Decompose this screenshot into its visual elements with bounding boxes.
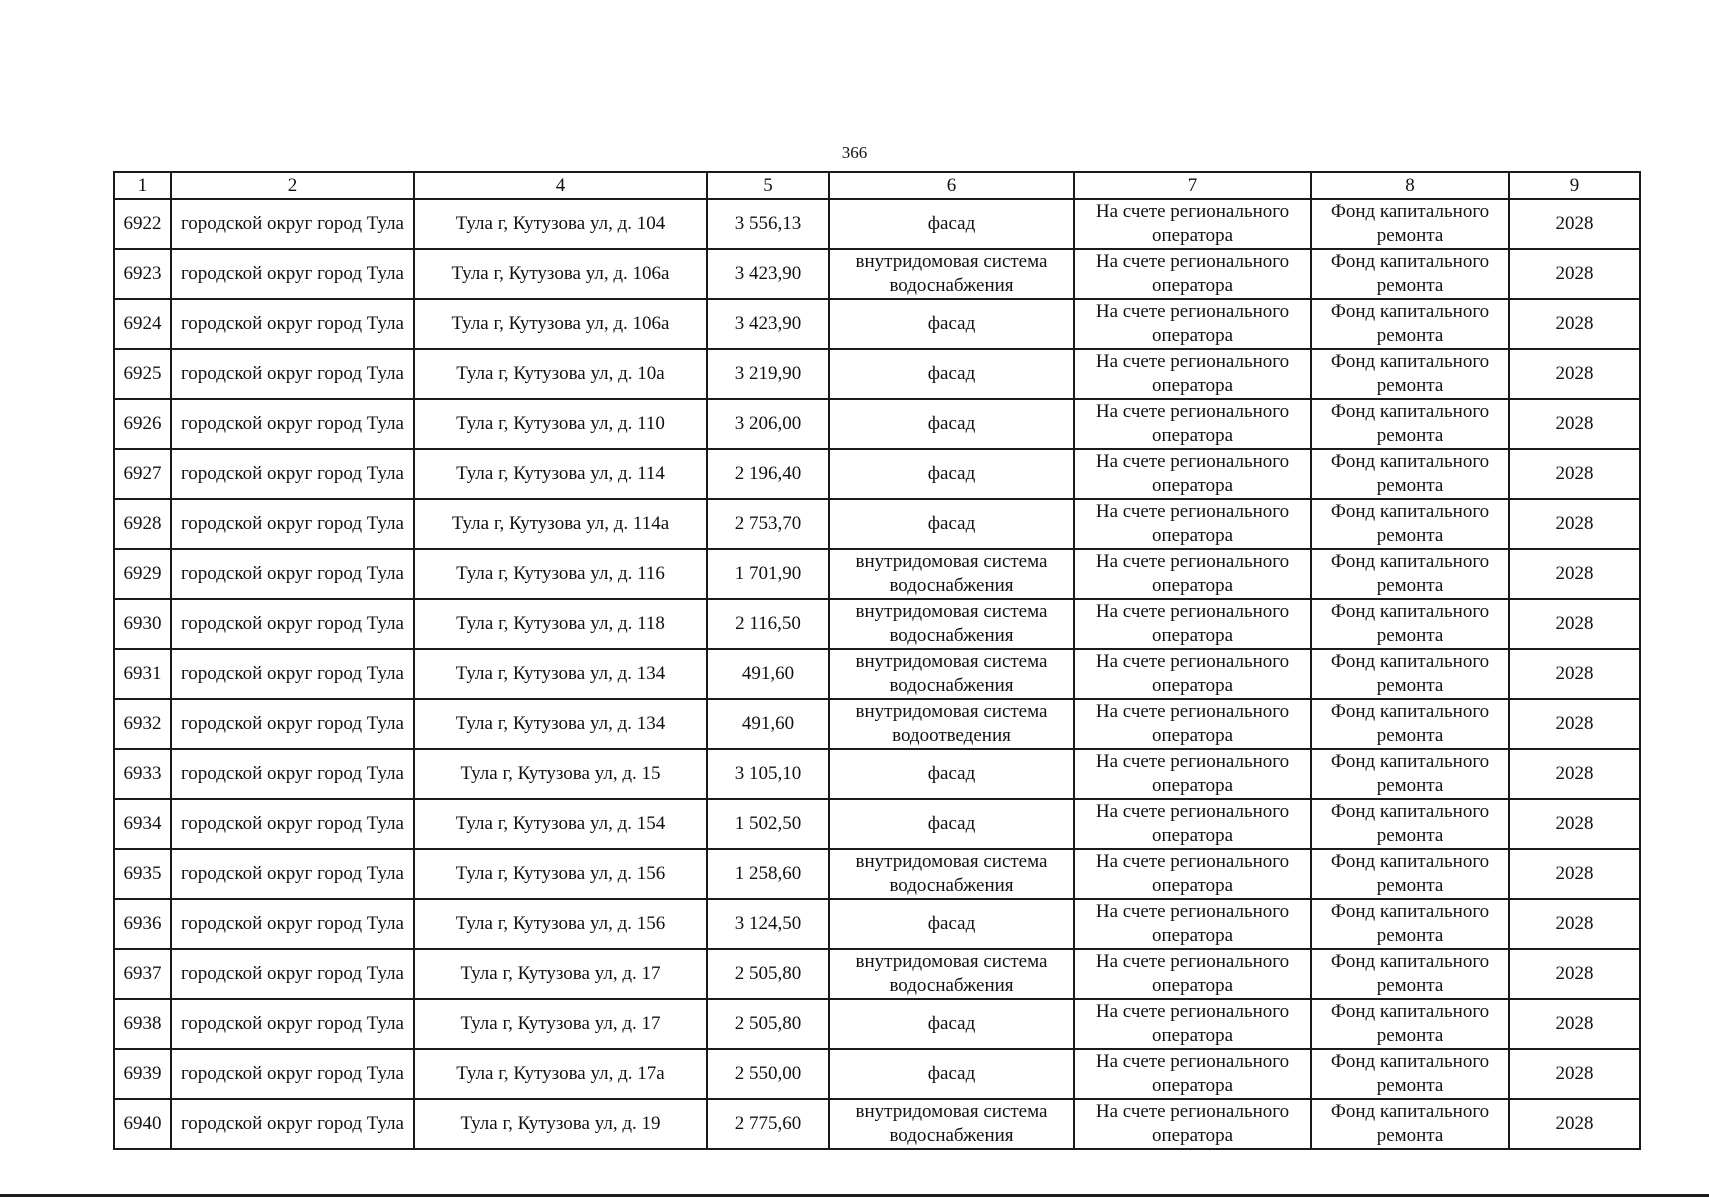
area-cell: 1 258,60 — [707, 849, 829, 899]
column-header: 8 — [1311, 172, 1509, 199]
fund-account-cell: На счете регионального оператора — [1074, 549, 1311, 599]
work-type-cell: фасад — [829, 499, 1074, 549]
area-cell: 2 505,80 — [707, 999, 829, 1049]
work-type-cell: фасад — [829, 999, 1074, 1049]
funding-source-cell: Фонд капитального ремонта — [1311, 899, 1509, 949]
fund-account-cell: На счете регионального оператора — [1074, 999, 1311, 1049]
work-type-cell: внутридомовая система водоснабжения — [829, 549, 1074, 599]
municipality-cell: городской округ город Тула — [171, 999, 414, 1049]
fund-account-cell: На счете регионального оператора — [1074, 599, 1311, 649]
year-cell: 2028 — [1509, 249, 1640, 299]
row-number-cell: 6933 — [114, 749, 171, 799]
address-cell: Тула г, Кутузова ул, д. 17 — [414, 949, 707, 999]
year-cell: 2028 — [1509, 999, 1640, 1049]
funding-source-cell: Фонд капитального ремонта — [1311, 299, 1509, 349]
area-cell: 3 206,00 — [707, 399, 829, 449]
municipality-cell: городской округ город Тула — [171, 949, 414, 999]
row-number-cell: 6937 — [114, 949, 171, 999]
funding-source-cell: Фонд капитального ремонта — [1311, 499, 1509, 549]
funding-source-cell: Фонд капитального ремонта — [1311, 849, 1509, 899]
row-number-cell: 6929 — [114, 549, 171, 599]
municipality-cell: городской округ город Тула — [171, 399, 414, 449]
table-row — [114, 499, 1640, 549]
table-row — [114, 1099, 1640, 1149]
year-cell: 2028 — [1509, 349, 1640, 399]
fund-account-cell: На счете регионального оператора — [1074, 649, 1311, 699]
row-number-cell: 6936 — [114, 899, 171, 949]
fund-account-cell: На счете регионального оператора — [1074, 499, 1311, 549]
area-cell: 3 556,13 — [707, 199, 829, 249]
row-number-cell: 6931 — [114, 649, 171, 699]
municipality-cell: городской округ город Тула — [171, 249, 414, 299]
table-row — [114, 699, 1640, 749]
work-type-cell: фасад — [829, 1049, 1074, 1099]
year-cell: 2028 — [1509, 299, 1640, 349]
table-row — [114, 899, 1640, 949]
area-cell: 2 753,70 — [707, 499, 829, 549]
fund-account-cell: На счете регионального оператора — [1074, 449, 1311, 499]
work-type-cell: внутридомовая система водоснабжения — [829, 949, 1074, 999]
table-header — [114, 172, 1640, 199]
fund-account-cell: На счете регионального оператора — [1074, 199, 1311, 249]
row-number-cell: 6926 — [114, 399, 171, 449]
table-body — [114, 199, 1640, 1149]
column-header: 2 — [171, 172, 414, 199]
fund-account-cell: На счете регионального оператора — [1074, 1049, 1311, 1099]
work-type-cell: внутридомовая система водоснабжения — [829, 249, 1074, 299]
municipality-cell: городской округ город Тула — [171, 849, 414, 899]
fund-account-cell: На счете регионального оператора — [1074, 249, 1311, 299]
year-cell: 2028 — [1509, 1049, 1640, 1099]
municipality-cell: городской округ город Тула — [171, 499, 414, 549]
municipality-cell: городской округ город Тула — [171, 199, 414, 249]
funding-source-cell: Фонд капитального ремонта — [1311, 799, 1509, 849]
fund-account-cell: На счете регионального оператора — [1074, 699, 1311, 749]
row-number-cell: 6925 — [114, 349, 171, 399]
year-cell: 2028 — [1509, 949, 1640, 999]
work-type-cell: фасад — [829, 199, 1074, 249]
area-cell: 1 701,90 — [707, 549, 829, 599]
funding-source-cell: Фонд капитального ремонта — [1311, 999, 1509, 1049]
fund-account-cell: На счете регионального оператора — [1074, 399, 1311, 449]
funding-source-cell: Фонд капитального ремонта — [1311, 1049, 1509, 1099]
funding-source-cell: Фонд капитального ремонта — [1311, 199, 1509, 249]
municipality-cell: городской округ город Тула — [171, 699, 414, 749]
table-row — [114, 999, 1640, 1049]
row-number-cell: 6934 — [114, 799, 171, 849]
row-number-cell: 6938 — [114, 999, 171, 1049]
table-row — [114, 399, 1640, 449]
row-number-cell: 6928 — [114, 499, 171, 549]
work-type-cell: внутридомовая система водоснабжения — [829, 1099, 1074, 1149]
address-cell: Тула г, Кутузова ул, д. 15 — [414, 749, 707, 799]
address-cell: Тула г, Кутузова ул, д. 104 — [414, 199, 707, 249]
column-header: 1 — [114, 172, 171, 199]
work-type-cell: внутридомовая система водоснабжения — [829, 849, 1074, 899]
municipality-cell: городской округ город Тула — [171, 649, 414, 699]
area-cell: 3 423,90 — [707, 249, 829, 299]
table-row — [114, 649, 1640, 699]
area-cell: 491,60 — [707, 699, 829, 749]
area-cell: 1 502,50 — [707, 799, 829, 849]
municipality-cell: городской округ город Тула — [171, 299, 414, 349]
area-cell: 2 775,60 — [707, 1099, 829, 1149]
header-row — [114, 172, 1640, 199]
address-cell: Тула г, Кутузова ул, д. 156 — [414, 899, 707, 949]
work-type-cell: внутридомовая система водоотведения — [829, 699, 1074, 749]
year-cell: 2028 — [1509, 849, 1640, 899]
table-row — [114, 799, 1640, 849]
bottom-rule — [0, 1194, 1709, 1197]
table-row — [114, 349, 1640, 399]
fund-account-cell: На счете регионального оператора — [1074, 949, 1311, 999]
year-cell: 2028 — [1509, 749, 1640, 799]
municipality-cell: городской округ город Тула — [171, 1099, 414, 1149]
funding-source-cell: Фонд капитального ремонта — [1311, 699, 1509, 749]
column-header: 5 — [707, 172, 829, 199]
year-cell: 2028 — [1509, 449, 1640, 499]
funding-source-cell: Фонд капитального ремонта — [1311, 649, 1509, 699]
work-type-cell: фасад — [829, 349, 1074, 399]
capital-repair-table — [113, 171, 1641, 1150]
row-number-cell: 6923 — [114, 249, 171, 299]
table-row — [114, 1049, 1640, 1099]
work-type-cell: внутридомовая система водоснабжения — [829, 599, 1074, 649]
year-cell: 2028 — [1509, 399, 1640, 449]
table-row — [114, 749, 1640, 799]
table-row — [114, 599, 1640, 649]
address-cell: Тула г, Кутузова ул, д. 154 — [414, 799, 707, 849]
funding-source-cell: Фонд капитального ремонта — [1311, 249, 1509, 299]
year-cell: 2028 — [1509, 549, 1640, 599]
column-header: 9 — [1509, 172, 1640, 199]
funding-source-cell: Фонд капитального ремонта — [1311, 349, 1509, 399]
address-cell: Тула г, Кутузова ул, д. 134 — [414, 649, 707, 699]
municipality-cell: городской округ город Тула — [171, 549, 414, 599]
area-cell: 491,60 — [707, 649, 829, 699]
table-row — [114, 949, 1640, 999]
funding-source-cell: Фонд капитального ремонта — [1311, 599, 1509, 649]
area-cell: 3 423,90 — [707, 299, 829, 349]
address-cell: Тула г, Кутузова ул, д. 118 — [414, 599, 707, 649]
municipality-cell: городской округ город Тула — [171, 599, 414, 649]
row-number-cell: 6935 — [114, 849, 171, 899]
address-cell: Тула г, Кутузова ул, д. 17 — [414, 999, 707, 1049]
address-cell: Тула г, Кутузова ул, д. 114 — [414, 449, 707, 499]
table-row — [114, 299, 1640, 349]
fund-account-cell: На счете регионального оператора — [1074, 899, 1311, 949]
funding-source-cell: Фонд капитального ремонта — [1311, 949, 1509, 999]
fund-account-cell: На счете регионального оператора — [1074, 749, 1311, 799]
address-cell: Тула г, Кутузова ул, д. 19 — [414, 1099, 707, 1149]
fund-account-cell: На счете регионального оператора — [1074, 349, 1311, 399]
column-header: 4 — [414, 172, 707, 199]
funding-source-cell: Фонд капитального ремонта — [1311, 399, 1509, 449]
work-type-cell: фасад — [829, 299, 1074, 349]
year-cell: 2028 — [1509, 499, 1640, 549]
fund-account-cell: На счете регионального оператора — [1074, 799, 1311, 849]
municipality-cell: городской округ город Тула — [171, 1049, 414, 1099]
funding-source-cell: Фонд капитального ремонта — [1311, 449, 1509, 499]
row-number-cell: 6932 — [114, 699, 171, 749]
work-type-cell: фасад — [829, 899, 1074, 949]
work-type-cell: фасад — [829, 799, 1074, 849]
address-cell: Тула г, Кутузова ул, д. 10а — [414, 349, 707, 399]
year-cell: 2028 — [1509, 699, 1640, 749]
year-cell: 2028 — [1509, 649, 1640, 699]
area-cell: 2 550,00 — [707, 1049, 829, 1099]
address-cell: Тула г, Кутузова ул, д. 106а — [414, 299, 707, 349]
page-number: 366 — [841, 143, 868, 162]
address-cell: Тула г, Кутузова ул, д. 116 — [414, 549, 707, 599]
address-cell: Тула г, Кутузова ул, д. 106а — [414, 249, 707, 299]
area-cell: 3 219,90 — [707, 349, 829, 399]
funding-source-cell: Фонд капитального ремонта — [1311, 1099, 1509, 1149]
work-type-cell: фасад — [829, 749, 1074, 799]
year-cell: 2028 — [1509, 599, 1640, 649]
table-row — [114, 849, 1640, 899]
table-row — [114, 199, 1640, 249]
municipality-cell: городской округ город Тула — [171, 799, 414, 849]
address-cell: Тула г, Кутузова ул, д. 110 — [414, 399, 707, 449]
address-cell: Тула г, Кутузова ул, д. 17а — [414, 1049, 707, 1099]
fund-account-cell: На счете регионального оператора — [1074, 299, 1311, 349]
area-cell: 3 124,50 — [707, 899, 829, 949]
row-number-cell: 6930 — [114, 599, 171, 649]
area-cell: 2 505,80 — [707, 949, 829, 999]
work-type-cell: фасад — [829, 449, 1074, 499]
table-row — [114, 449, 1640, 499]
work-type-cell: внутридомовая система водоснабжения — [829, 649, 1074, 699]
year-cell: 2028 — [1509, 899, 1640, 949]
municipality-cell: городской округ город Тула — [171, 899, 414, 949]
row-number-cell: 6924 — [114, 299, 171, 349]
fund-account-cell: На счете регионального оператора — [1074, 1099, 1311, 1149]
row-number-cell: 6922 — [114, 199, 171, 249]
fund-account-cell: На счете регионального оператора — [1074, 849, 1311, 899]
municipality-cell: городской округ город Тула — [171, 749, 414, 799]
column-header: 7 — [1074, 172, 1311, 199]
row-number-cell: 6939 — [114, 1049, 171, 1099]
work-type-cell: фасад — [829, 399, 1074, 449]
year-cell: 2028 — [1509, 799, 1640, 849]
municipality-cell: городской округ город Тула — [171, 349, 414, 399]
area-cell: 2 196,40 — [707, 449, 829, 499]
municipality-cell: городской округ город Тула — [171, 449, 414, 499]
funding-source-cell: Фонд капитального ремонта — [1311, 549, 1509, 599]
address-cell: Тула г, Кутузова ул, д. 156 — [414, 849, 707, 899]
year-cell: 2028 — [1509, 199, 1640, 249]
area-cell: 2 116,50 — [707, 599, 829, 649]
address-cell: Тула г, Кутузова ул, д. 134 — [414, 699, 707, 749]
table-row — [114, 249, 1640, 299]
table-row — [114, 549, 1640, 599]
funding-source-cell: Фонд капитального ремонта — [1311, 749, 1509, 799]
year-cell: 2028 — [1509, 1099, 1640, 1149]
column-header: 6 — [829, 172, 1074, 199]
area-cell: 3 105,10 — [707, 749, 829, 799]
row-number-cell: 6940 — [114, 1099, 171, 1149]
address-cell: Тула г, Кутузова ул, д. 114а — [414, 499, 707, 549]
row-number-cell: 6927 — [114, 449, 171, 499]
